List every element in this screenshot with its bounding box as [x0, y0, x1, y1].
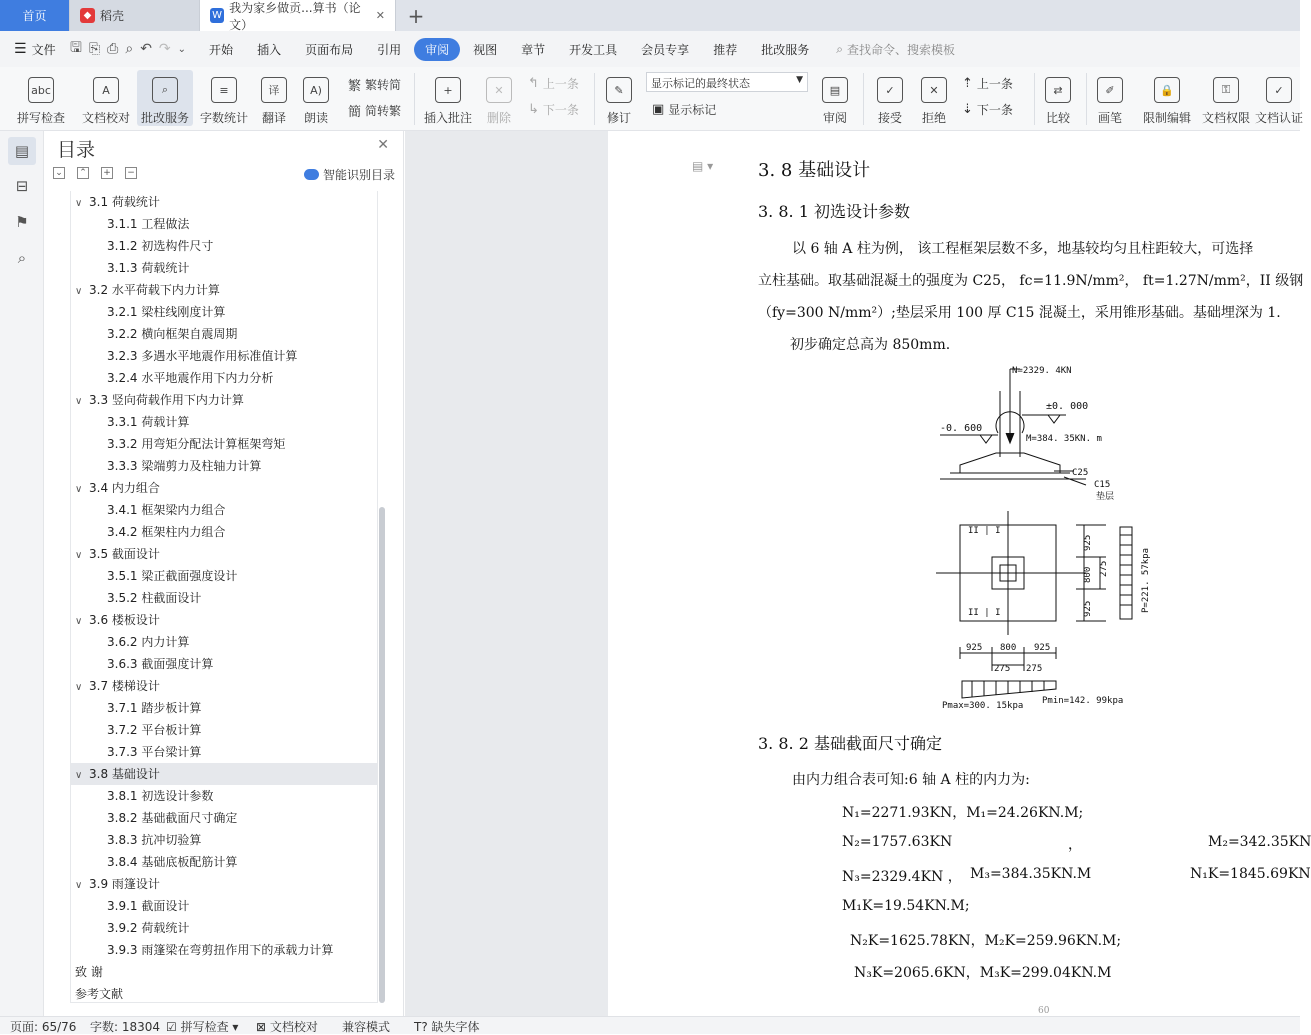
- toc-panel: [45, 131, 404, 1016]
- prev-comment-button[interactable]: [528, 75, 579, 92]
- tab-document-label: 我为家乡做贡...算书（论文）: [229, 0, 361, 32]
- chevron-down-icon[interactable]: ∨: [75, 396, 83, 407]
- revise-icon: ✎: [606, 77, 632, 103]
- new-tab-button[interactable]: [396, 0, 436, 31]
- title-tab-bar: [0, 0, 1300, 31]
- toc-item[interactable]: [107, 785, 213, 807]
- doc-permission-button[interactable]: [1200, 70, 1252, 126]
- toc-item[interactable]: [107, 719, 201, 741]
- toc-item-label: 3.4.1 框架梁内力组合: [107, 503, 226, 517]
- toc-item[interactable]: [107, 807, 237, 829]
- ribbon-separator: [1034, 73, 1035, 125]
- prev-comment-icon: ↰: [528, 76, 539, 91]
- doc-proofread-button[interactable]: [80, 70, 132, 126]
- toc-item-label: 3.5.2 柱截面设计: [107, 591, 202, 605]
- toc-item-label: 3.8.2 基础截面尺寸确定: [107, 811, 238, 825]
- pressure-label: P=221. 57kpa: [1141, 547, 1151, 613]
- toc-item-label: 3.7 楼梯设计: [89, 679, 160, 693]
- correction-service-icon: ⌕: [152, 77, 178, 103]
- toc-item-label: 3.8 基础设计: [89, 767, 160, 781]
- menu-references[interactable]: 引用: [377, 42, 402, 57]
- trad-to-simp-button[interactable]: [348, 75, 401, 94]
- bookmark-icon[interactable]: ⚑: [15, 213, 29, 231]
- toc-item[interactable]: [107, 323, 237, 345]
- toc-item-label: 3.6.2 内力计算: [107, 635, 190, 649]
- status-bar: [0, 1016, 1300, 1034]
- toc-item[interactable]: [107, 631, 189, 653]
- simp-to-trad-icon: 簡: [348, 105, 362, 120]
- toc-item[interactable]: [107, 433, 285, 455]
- dim-label: 800: [1000, 643, 1017, 653]
- translate-label: 翻译: [261, 111, 286, 125]
- toc-item[interactable]: [107, 213, 189, 235]
- heading-3-8-1: 3. 8. 1 初选设计参数: [758, 202, 910, 221]
- toc-item[interactable]: [107, 939, 333, 961]
- c15-label: C15: [1094, 480, 1111, 490]
- daoke-logo-icon: ◆: [80, 8, 95, 23]
- toc-item-label: 3.7.3 平台梁计算: [107, 745, 202, 759]
- compare-button[interactable]: [1040, 70, 1076, 126]
- prev-change-icon: ⇡: [962, 76, 973, 91]
- reject-icon: ✕: [921, 77, 947, 103]
- toc-title: 目录: [57, 139, 96, 161]
- toc-view-icon[interactable]: ▤: [8, 137, 36, 165]
- pmin-label: Pmin=142. 99kpa: [1042, 696, 1124, 706]
- formula-line: N₃=2329.4KN ，: [842, 869, 962, 885]
- accept-icon: ✓: [877, 77, 903, 103]
- simp-to-trad-button[interactable]: [348, 101, 401, 120]
- foundation-figure: [936, 365, 1196, 710]
- read-aloud-button[interactable]: [300, 70, 332, 126]
- chevron-down-icon: ▼: [796, 75, 803, 85]
- file-menu-label: 文件: [31, 42, 56, 57]
- show-markup-label: 显示标记: [668, 103, 717, 117]
- export-pdf-icon[interactable]: ⎘: [88, 41, 101, 57]
- toc-item[interactable]: [107, 851, 237, 873]
- proofread-icon: ⊠: [256, 1020, 270, 1034]
- toc-item-label: 3.2.2 横向框架自震周期: [107, 327, 238, 341]
- wps-writer-icon: W: [210, 8, 224, 23]
- collapse-all-icon[interactable]: ⌄: [53, 167, 65, 179]
- pen-icon: ✐: [1097, 77, 1123, 103]
- restrict-editing-button[interactable]: [1140, 70, 1194, 126]
- formula-line: N₁=2271.93KN，M₁=24.26KN.M;: [842, 805, 1084, 821]
- reject-label: 拒绝: [921, 111, 946, 125]
- toc-item-label: 3.1.3 荷载统计: [107, 261, 190, 275]
- toc-item[interactable]: [107, 829, 201, 851]
- toc-item[interactable]: [75, 477, 160, 499]
- section-label-top: II | I: [968, 526, 1001, 536]
- menu-developer[interactable]: 开发工具: [569, 42, 618, 57]
- markup-state-value: 显示标记的最终状态: [651, 77, 750, 90]
- section-label-bottom: II | I: [968, 608, 1001, 618]
- print-preview-icon[interactable]: ⌕: [125, 41, 134, 57]
- dim-label: 275: [1026, 664, 1043, 674]
- review-ribbon: [0, 67, 1304, 131]
- ground-level-label: ±0. 000: [1046, 401, 1089, 412]
- ribbon-separator: [414, 73, 415, 125]
- read-aloud-icon: A): [303, 77, 329, 103]
- delete-comment-icon: ✕: [486, 77, 512, 103]
- trad-to-simp-icon: 繁: [348, 79, 362, 94]
- page-number: 60: [1038, 1006, 1050, 1016]
- doc-proofread-icon: A: [93, 77, 119, 103]
- show-markup-button[interactable]: [652, 101, 716, 118]
- next-comment-label: 下一条: [542, 103, 579, 117]
- toc-item-label: 3.3.3 梁端剪力及柱轴力计算: [107, 459, 262, 473]
- chevron-down-icon[interactable]: ∨: [75, 682, 83, 693]
- dim-label: 275: [994, 664, 1011, 674]
- c25-label: C25: [1072, 468, 1089, 478]
- chevron-down-icon[interactable]: ∨: [75, 484, 83, 495]
- paragraph-line: （fy=300 N/mm²）;垫层采用 100 厚 C15 混凝土，采用锥形基础。基础埋深为 1.: [758, 305, 1281, 321]
- doc-permission-label: 文档权限: [1201, 111, 1250, 125]
- axial-force-label: N=2329. 4KN: [1012, 366, 1072, 376]
- simp-to-trad-label: 简转繁: [365, 104, 402, 118]
- toc-item[interactable]: [107, 697, 201, 719]
- compare-label: 比较: [1045, 111, 1070, 125]
- add-heading-icon[interactable]: +: [101, 167, 113, 179]
- heading-3-8-2: 3. 8. 2 基础截面尺寸确定: [758, 734, 942, 753]
- menu-review[interactable]: 审阅: [414, 38, 460, 61]
- chevron-down-icon[interactable]: ∨: [75, 770, 83, 781]
- accept-button[interactable]: [872, 70, 908, 126]
- toc-item-label: 3.6 楼板设计: [89, 613, 160, 627]
- status-spellcheck-label: 拼写检查: [180, 1020, 229, 1034]
- doc-certify-button[interactable]: [1255, 70, 1304, 126]
- toc-item[interactable]: [75, 543, 160, 565]
- toc-item[interactable]: [75, 675, 160, 697]
- toc-item[interactable]: [107, 499, 225, 521]
- toc-item[interactable]: [107, 521, 225, 543]
- next-change-button[interactable]: [962, 101, 1013, 118]
- toc-item[interactable]: [75, 191, 160, 213]
- toc-item-label: 3.8.3 抗冲切验算: [107, 833, 202, 847]
- toc-item[interactable]: [71, 763, 377, 785]
- prev-change-button[interactable]: [962, 75, 1013, 92]
- toc-item[interactable]: [107, 917, 189, 939]
- status-proofread[interactable]: [256, 1018, 318, 1035]
- tab-daoke-label: 稻壳: [100, 9, 125, 23]
- toc-item[interactable]: [107, 741, 201, 763]
- checkbox-icon: ☑: [166, 1020, 181, 1034]
- chevron-down-icon[interactable]: ∨: [75, 880, 83, 891]
- command-search-placeholder: 查找命令、搜索模板: [846, 42, 955, 57]
- toc-item-label: 3.8.4 基础底板配筋计算: [107, 855, 238, 869]
- menu-correction[interactable]: 批改服务: [761, 42, 810, 57]
- menu-chapter[interactable]: 章节: [521, 42, 546, 57]
- toc-item[interactable]: [107, 895, 189, 917]
- markup-state-select[interactable]: [646, 72, 808, 92]
- toc-item-label: 3.2.3 多遇水平地震作用标准值计算: [107, 349, 298, 363]
- menu-start[interactable]: 开始: [209, 42, 234, 57]
- toc-item-label: 3.2.1 梁柱线刚度计算: [107, 305, 226, 319]
- prev-comment-label: 上一条: [542, 77, 579, 91]
- command-search[interactable]: [836, 41, 955, 58]
- toc-item-label: 3.5 截面设计: [89, 547, 160, 561]
- toc-list: [70, 191, 378, 1003]
- chevron-down-icon[interactable]: ∨: [75, 616, 83, 627]
- toc-item-label: 参考文献: [75, 987, 124, 1001]
- toc-item-label: 3.1.1 工程做法: [107, 217, 190, 231]
- toc-item[interactable]: [107, 455, 261, 477]
- toc-controls: [53, 167, 137, 179]
- toc-item[interactable]: [75, 983, 123, 1005]
- toc-item-label: 3.3.2 用弯矩分配法计算框架弯矩: [107, 437, 286, 451]
- delete-comment-button[interactable]: [482, 70, 516, 126]
- missing-font-label: 缺失字体: [431, 1020, 480, 1034]
- review-pane-label: 审阅: [822, 111, 847, 125]
- insert-comment-icon: +: [435, 77, 461, 103]
- formula-line: M₃=384.35KN.M: [970, 866, 1092, 882]
- formula-line: N₂=1757.63KN: [842, 834, 953, 850]
- menu-bar: [0, 31, 1300, 67]
- word-count-indicator[interactable]: 字数: 18304: [90, 1020, 161, 1034]
- menu-member[interactable]: 会员专享: [641, 42, 690, 57]
- dim-label: 275: [1099, 560, 1109, 577]
- delete-comment-label: 删除: [486, 111, 511, 125]
- toc-item-label: 致 谢: [75, 965, 103, 979]
- toc-item-label: 3.3.1 荷载计算: [107, 415, 190, 429]
- toc-item[interactable]: [107, 367, 273, 389]
- toc-item[interactable]: [107, 235, 213, 257]
- heading-3-8: 3. 8 基础设计: [758, 160, 871, 181]
- more-chevron-icon[interactable]: ⌄: [177, 43, 187, 55]
- next-change-icon: ⇣: [962, 102, 973, 117]
- chevron-down-icon[interactable]: ∨: [75, 286, 83, 297]
- toc-item[interactable]: [107, 301, 225, 323]
- search-icon[interactable]: ⌕: [17, 249, 27, 267]
- toc-item-label: 3.2.4 水平地震作用下内力分析: [107, 371, 274, 385]
- ribbon-separator: [594, 73, 595, 125]
- correction-service-button[interactable]: [137, 70, 193, 126]
- chevron-down-icon[interactable]: ∨: [75, 198, 83, 209]
- toc-item-label: 3.7.2 平台板计算: [107, 723, 202, 737]
- print-icon[interactable]: ⎙: [107, 41, 119, 57]
- toc-item-label: 3.4.2 框架柱内力组合: [107, 525, 226, 539]
- toc-item-label: 3.4 内力组合: [89, 481, 160, 495]
- restrict-editing-label: 限制编辑: [1142, 111, 1191, 125]
- toc-item-label: 3.3 竖向荷载作用下内力计算: [89, 393, 244, 407]
- page-options-icon[interactable]: ▤ ▾: [692, 159, 714, 173]
- toc-item-label: 3.9.2 荷载统计: [107, 921, 190, 935]
- remove-heading-icon[interactable]: −: [125, 167, 137, 179]
- dim-label: 925: [966, 643, 983, 653]
- base-level-label: -0. 600: [940, 423, 983, 434]
- doc-proofread-label: 文档校对: [81, 111, 130, 125]
- insert-comment-label: 插入批注: [423, 111, 472, 125]
- toc-item-label: 3.9.3 雨篷梁在弯剪扭作用下的承载力计算: [107, 943, 334, 957]
- smart-toc-icon: [304, 169, 319, 180]
- moment-label: M=384. 35KN. m: [1026, 434, 1102, 444]
- translate-button[interactable]: [256, 70, 292, 126]
- paragraph-line: 由内力组合表可知:6 轴 A 柱的内力为:: [792, 772, 1030, 788]
- formula-line: N₁K=1845.69KN: [1190, 866, 1311, 882]
- file-menu[interactable]: [0, 41, 70, 58]
- status-spellcheck[interactable]: ☑ 拼写检查 ▾: [166, 1020, 239, 1034]
- next-comment-button[interactable]: [528, 101, 579, 118]
- hamburger-icon: ☰: [14, 41, 27, 57]
- paragraph-line: 以 6 轴 A 柱为例， 该工程框架层数不多，地基较均匀且柱距较大，可选择: [792, 241, 1254, 257]
- formula-line: M₁K=19.54KN.M;: [842, 898, 970, 914]
- toc-item-label: 3.6.3 截面强度计算: [107, 657, 214, 671]
- toc-item[interactable]: [75, 961, 103, 983]
- formula-line: ，: [1068, 837, 1082, 853]
- toc-item-label: 3.1.2 初选构件尺寸: [107, 239, 214, 253]
- search-icon: ⌕: [836, 41, 843, 56]
- lock-icon: 🔒: [1154, 77, 1180, 103]
- doc-certify-icon: ✓: [1266, 77, 1292, 103]
- pen-label: 画笔: [1097, 111, 1122, 125]
- word-count-label: 字数统计: [199, 111, 248, 125]
- navigation-strip: [0, 131, 44, 1016]
- plus-icon: +: [407, 3, 425, 28]
- review-pane-icon: ▤: [822, 77, 848, 103]
- status-proofread-label: 文档校对: [269, 1020, 318, 1034]
- trad-to-simp-label: 繁转简: [365, 78, 402, 92]
- menu-view[interactable]: 视图: [473, 42, 498, 57]
- toc-item[interactable]: [75, 389, 244, 411]
- toc-item[interactable]: [107, 565, 237, 587]
- revise-label: 修订: [606, 111, 631, 125]
- read-aloud-label: 朗读: [303, 111, 328, 125]
- word-count-icon: ≡: [211, 77, 237, 103]
- dim-label: 925: [1083, 534, 1093, 551]
- undo-icon[interactable]: ↶: [140, 41, 152, 57]
- dim-label: 800: [1083, 566, 1093, 583]
- chevron-down-icon[interactable]: ∨: [75, 550, 83, 561]
- insert-comment-button[interactable]: [422, 70, 474, 126]
- review-pane-button[interactable]: [816, 70, 854, 126]
- formula-line: N₃K=2065.6KN，M₃K=299.04KN.M: [854, 965, 1112, 981]
- save-icon[interactable]: 🖫: [70, 40, 82, 56]
- toc-item-label: 3.9 雨篷设计: [89, 877, 160, 891]
- translate-icon: 译: [261, 77, 287, 103]
- toc-item[interactable]: [75, 609, 160, 631]
- formula-line: N₂K=1625.78KN，M₂K=259.96KN.M;: [850, 933, 1122, 949]
- redo-icon[interactable]: ↷: [158, 41, 171, 57]
- toc-item-label: 3.1 荷载统计: [89, 195, 160, 209]
- doc-certify-label: 文档认证: [1255, 111, 1304, 125]
- tab-close-icon[interactable]: ✕: [375, 9, 385, 22]
- missing-font-indicator[interactable]: [414, 1018, 480, 1035]
- dim-label: 925: [1083, 600, 1093, 617]
- next-comment-icon: ↳: [528, 102, 539, 117]
- revise-button[interactable]: [602, 70, 636, 126]
- spellcheck-icon: abc: [28, 77, 54, 103]
- toc-item-label: 3.7.1 踏步板计算: [107, 701, 202, 715]
- document-page[interactable]: [608, 131, 1311, 1016]
- toc-item[interactable]: [75, 873, 160, 895]
- toc-item-label: 3.5.1 梁正截面强度设计: [107, 569, 238, 583]
- menu-insert[interactable]: 插入: [257, 42, 282, 57]
- quick-access-toolbar: [70, 37, 198, 61]
- toc-item[interactable]: [107, 257, 189, 279]
- pmax-label: Pmax=300. 15kpa: [942, 701, 1024, 711]
- toc-item[interactable]: [75, 279, 220, 301]
- accept-label: 接受: [877, 111, 902, 125]
- expand-all-icon[interactable]: ⌃: [77, 167, 89, 179]
- compat-mode-indicator: 兼容模式: [342, 1020, 391, 1034]
- chapter-nav-icon[interactable]: ⊟: [15, 177, 29, 195]
- reject-button[interactable]: [916, 70, 952, 126]
- show-markup-icon: ▣: [652, 102, 665, 117]
- ribbon-separator: [1086, 73, 1087, 125]
- toc-item[interactable]: [107, 345, 297, 367]
- spellcheck-label: 拼写检查: [16, 111, 65, 125]
- prev-change-label: 上一条: [976, 77, 1013, 91]
- pen-button[interactable]: [1094, 70, 1126, 126]
- tab-home-label: 首页: [22, 9, 47, 23]
- menu-page-layout[interactable]: 页面布局: [305, 42, 354, 57]
- tab-home[interactable]: [0, 0, 70, 31]
- toc-item[interactable]: [107, 587, 201, 609]
- toc-item-label: 3.9.1 截面设计: [107, 899, 190, 913]
- paragraph-line: 立柱基础。取基础混凝土的强度为 C25， fc=11.9N/mm²， ft=1.27N/mm²，II 级钢: [758, 273, 1304, 289]
- ribbon-separator: [863, 73, 864, 125]
- cushion-label: 垫层: [1096, 492, 1115, 502]
- toc-item[interactable]: [107, 653, 213, 675]
- correction-service-label: 批改服务: [140, 111, 189, 125]
- dim-label: 925: [1034, 643, 1051, 653]
- smart-toc-label: 智能识别目录: [322, 168, 395, 182]
- next-change-label: 下一条: [976, 103, 1013, 117]
- word-count-button[interactable]: [199, 70, 249, 126]
- smart-toc-button[interactable]: [304, 166, 395, 183]
- toc-scrollbar[interactable]: [379, 507, 385, 1003]
- doc-permission-icon: ⚿: [1213, 77, 1239, 103]
- toc-item[interactable]: [107, 411, 189, 433]
- menu-recommend[interactable]: 推荐: [713, 42, 738, 57]
- tab-document[interactable]: [200, 0, 396, 31]
- paragraph-line: 初步确定总高为 850mm.: [790, 337, 951, 353]
- font-icon: T?: [414, 1020, 432, 1034]
- toc-item-label: 3.2 水平荷载下内力计算: [89, 283, 220, 297]
- formula-line: M₂=342.35KN: [1208, 834, 1311, 850]
- toc-item-label: 3.8.1 初选设计参数: [107, 789, 214, 803]
- spellcheck-button[interactable]: [10, 70, 72, 126]
- page-indicator[interactable]: 页面: 65/76: [10, 1020, 77, 1034]
- close-icon[interactable]: ✕: [377, 137, 389, 153]
- tab-daoke[interactable]: [70, 0, 200, 31]
- compare-icon: ⇄: [1045, 77, 1071, 103]
